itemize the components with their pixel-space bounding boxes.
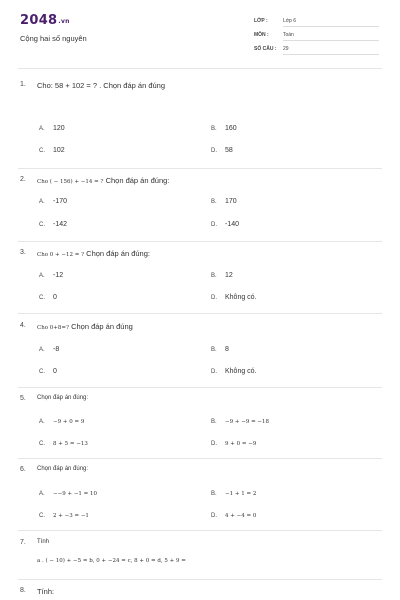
divider bbox=[18, 387, 382, 388]
option-b[interactable] bbox=[211, 490, 256, 497]
question-number: 3. bbox=[20, 249, 26, 256]
option-letter: C. bbox=[39, 513, 45, 519]
option-letter: C. bbox=[39, 295, 45, 301]
question-prompt: Chọn đáp án đúng: bbox=[84, 249, 150, 258]
option-text: 2 + −3 = −1 bbox=[53, 513, 89, 519]
option-text: -142 bbox=[53, 221, 68, 228]
question-number: 1. bbox=[20, 81, 26, 88]
question-text: Chọn đáp án đúng: bbox=[37, 395, 89, 401]
option-a[interactable] bbox=[39, 346, 59, 353]
question-number: 6. bbox=[20, 466, 26, 473]
option-letter: D. bbox=[211, 222, 217, 228]
option-letter: D. bbox=[211, 295, 217, 301]
option-text: -8 bbox=[53, 346, 60, 353]
question-prompt: Chọn đáp án đúng: bbox=[103, 176, 170, 185]
worksheet-header bbox=[0, 0, 400, 60]
option-text: 9 + 0 = −9 bbox=[225, 441, 257, 447]
option-text: -12 bbox=[53, 272, 64, 279]
question-text bbox=[37, 322, 133, 331]
option-c[interactable] bbox=[39, 294, 57, 301]
option-letter: C. bbox=[39, 222, 45, 228]
option-c[interactable] bbox=[39, 221, 67, 228]
option-text: Không có. bbox=[225, 294, 257, 301]
option-text: -170 bbox=[53, 198, 68, 205]
option-c[interactable] bbox=[39, 440, 88, 447]
meta-class-label: LỚP : bbox=[254, 18, 268, 24]
option-text: Không có. bbox=[225, 368, 257, 375]
option-text: 4 + −4 = 0 bbox=[225, 513, 257, 519]
option-text: 160 bbox=[225, 125, 237, 132]
option-letter: A. bbox=[39, 126, 45, 132]
option-text: -140 bbox=[225, 221, 240, 228]
question-text bbox=[37, 176, 169, 185]
option-text: 8 + 5 = −13 bbox=[53, 441, 88, 447]
option-letter: A. bbox=[39, 199, 45, 205]
divider bbox=[18, 68, 382, 69]
option-b[interactable] bbox=[211, 198, 237, 205]
option-text: 58 bbox=[225, 147, 233, 154]
option-d[interactable] bbox=[211, 147, 233, 154]
option-text: 8 bbox=[225, 346, 229, 353]
option-text: 102 bbox=[53, 147, 65, 154]
divider bbox=[18, 313, 382, 314]
option-letter: B. bbox=[211, 126, 217, 132]
option-d[interactable] bbox=[211, 221, 239, 228]
meta-count-label: SỐ CÂU : bbox=[254, 46, 277, 52]
option-letter: B. bbox=[211, 491, 217, 497]
option-b[interactable] bbox=[211, 418, 269, 425]
divider bbox=[18, 168, 382, 169]
option-b[interactable] bbox=[211, 125, 237, 132]
option-d[interactable] bbox=[211, 512, 256, 519]
question-number: 7. bbox=[20, 539, 26, 546]
option-a[interactable] bbox=[39, 418, 84, 425]
site-logo[interactable] bbox=[20, 13, 70, 28]
option-b[interactable] bbox=[211, 272, 233, 279]
option-a[interactable] bbox=[39, 198, 67, 205]
option-letter: B. bbox=[211, 199, 217, 205]
meta-class-value: Lớp 6 bbox=[283, 18, 379, 27]
option-letter: B. bbox=[211, 273, 217, 279]
option-letter: D. bbox=[211, 441, 217, 447]
option-text: −−9 + −1 = 10 bbox=[53, 491, 98, 497]
option-letter: A. bbox=[39, 491, 45, 497]
question-math: Cho ( − 156) + −14 = ? bbox=[37, 179, 104, 185]
question-text: Chọn đáp án đúng: bbox=[37, 466, 89, 472]
question-number: 8. bbox=[20, 587, 26, 594]
option-letter: C. bbox=[39, 441, 45, 447]
option-text: −9 + −9 = −18 bbox=[225, 419, 270, 425]
question-math: Cho 0 + −12 = ? bbox=[37, 252, 85, 258]
option-text: 0 bbox=[53, 368, 57, 375]
option-letter: B. bbox=[211, 419, 217, 425]
option-text: 170 bbox=[225, 198, 237, 205]
option-text: −9 + 0 = 9 bbox=[53, 419, 85, 425]
option-text: 0 bbox=[53, 294, 57, 301]
option-text: −1 + 1 = 2 bbox=[225, 491, 257, 497]
option-d[interactable] bbox=[211, 294, 257, 301]
question-text: Tính: bbox=[37, 587, 55, 596]
meta-subject-label: MÔN : bbox=[254, 32, 269, 38]
option-a[interactable] bbox=[39, 125, 65, 132]
option-letter: C. bbox=[39, 369, 45, 375]
option-c[interactable] bbox=[39, 147, 65, 154]
divider bbox=[18, 579, 382, 580]
divider bbox=[18, 241, 382, 242]
option-text: 120 bbox=[53, 125, 65, 132]
question-prompt: Chọn đáp án đúng bbox=[68, 322, 133, 331]
question-text: Cho: 58 + 102 = ? . Chọn đáp án đúng bbox=[37, 81, 166, 90]
logo-suffix: .vn bbox=[58, 18, 70, 25]
option-letter: A. bbox=[39, 347, 45, 353]
meta-count-value: 29 bbox=[283, 46, 379, 55]
logo-text: 2048 bbox=[20, 13, 58, 28]
option-b[interactable] bbox=[211, 346, 229, 353]
option-letter: D. bbox=[211, 369, 217, 375]
worksheet-title: Cộng hai số nguyên bbox=[20, 34, 87, 43]
divider bbox=[18, 530, 382, 531]
option-letter: C. bbox=[39, 148, 45, 154]
option-letter: A. bbox=[39, 419, 45, 425]
question-text bbox=[37, 249, 150, 258]
option-letter: D. bbox=[211, 513, 217, 519]
meta-subject-value: Toán bbox=[283, 32, 379, 41]
option-d[interactable] bbox=[211, 368, 257, 375]
question-subparts: a . ( − 10) + −5 = b, 0 + −24 = c, 8 + 0 = d, 5 + 9 = bbox=[37, 558, 186, 564]
question-number: 5. bbox=[20, 395, 26, 402]
option-c[interactable] bbox=[39, 512, 89, 519]
question-number: 2. bbox=[20, 176, 26, 183]
question-math: Cho 0+8=? bbox=[37, 325, 69, 331]
option-letter: B. bbox=[211, 347, 217, 353]
divider bbox=[18, 458, 382, 459]
question-text: Tính bbox=[37, 539, 50, 545]
question-number: 4. bbox=[20, 322, 26, 329]
option-text: 12 bbox=[225, 272, 233, 279]
option-c[interactable] bbox=[39, 368, 57, 375]
option-letter: A. bbox=[39, 273, 45, 279]
option-a[interactable] bbox=[39, 272, 63, 279]
option-d[interactable] bbox=[211, 440, 256, 447]
option-letter: D. bbox=[211, 148, 217, 154]
option-a[interactable] bbox=[39, 490, 97, 497]
